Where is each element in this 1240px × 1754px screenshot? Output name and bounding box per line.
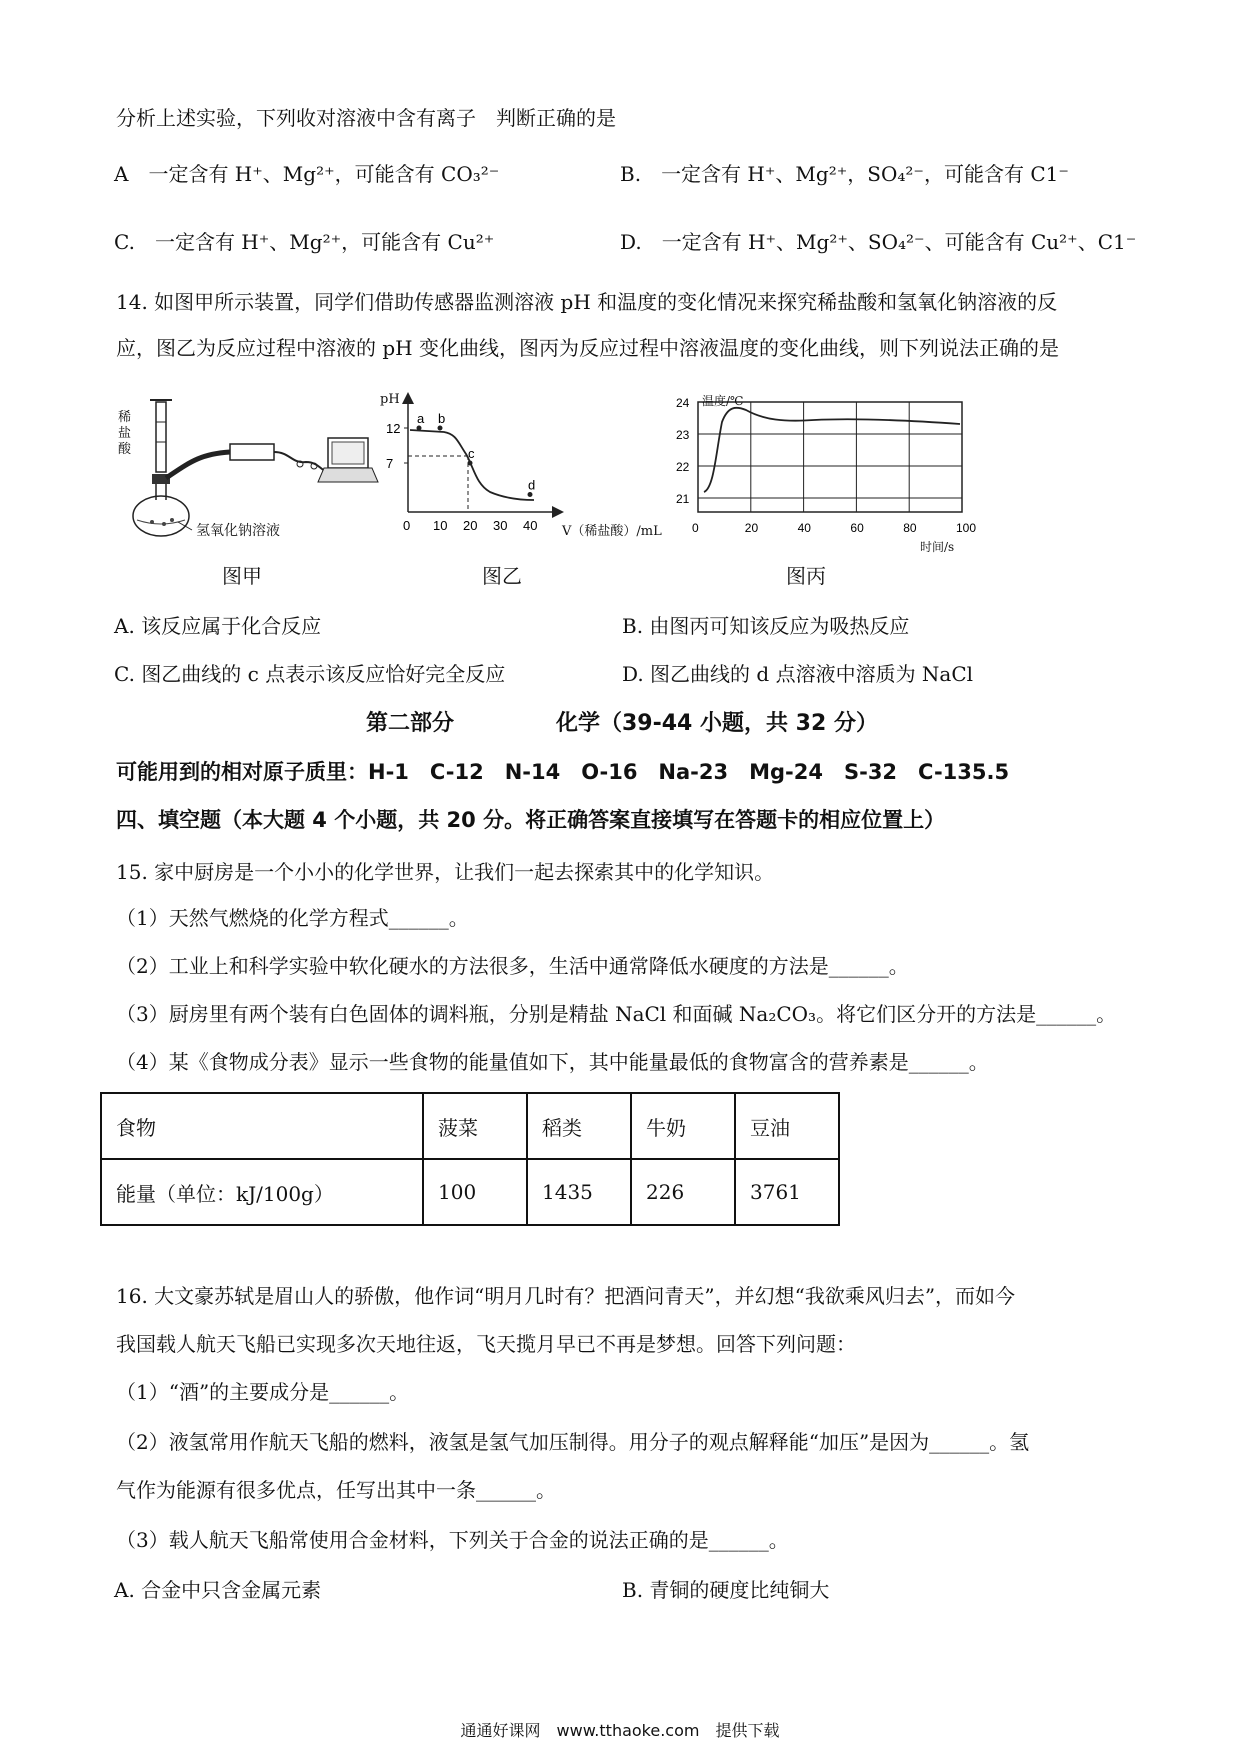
q16-stem-line2: 我国载人航天飞船已实现多次天地往返，飞天揽月早已不再是梦想。回答下列问题：	[116, 1332, 856, 1356]
part2-title-right: 化学（39-44 小题，共 32 分）	[556, 711, 878, 736]
footer-source: 通通好课网 www.tthaoke.com 提供下载	[460, 1721, 780, 1740]
q15-sub4: （4）某《食物成分表》显示一些食物的能量值如下，其中能量最低的食物富含的营养素是______。	[116, 1050, 989, 1074]
q13-option-c: C. 一定含有 H⁺、Mg²⁺，可能含有 Cu²⁺	[114, 230, 495, 254]
table-cell: 能量（单位：kJ/100g）	[101, 1159, 423, 1225]
table-cell: 食物	[101, 1093, 423, 1159]
q16-option-a: A. 合金中只含金属元素	[114, 1578, 322, 1602]
q13-option-d: D. 一定含有 H⁺、Mg²⁺、SO₄²⁻、可能含有 Cu²⁺、C1⁻	[620, 230, 1137, 254]
bing-xtick: 60	[850, 521, 864, 535]
q14-stem-line2: 应，图乙为反应过程中溶液的 pH 变化曲线，图丙为反应过程中溶液温度的变化曲线，则下列说法正确的是	[116, 336, 1059, 360]
q16-stem-line1: 16. 大文豪苏轼是眉山人的骄傲，他作词“明月几时有？把酒问青天”，并幻想“我欲乘风归去”，而如今	[116, 1284, 1016, 1308]
yi-ytick: 12	[386, 421, 401, 436]
caption-bing: 图丙	[786, 564, 826, 588]
bing-temperature-curve	[704, 408, 960, 492]
q13-stem: 分析上述实验，下列收对溶液中含有离子 判断正确的是	[116, 106, 616, 130]
caption-yi: 图乙	[482, 564, 522, 588]
table-cell: 1435	[527, 1159, 631, 1225]
section4-heading: 四、填空题（本大题 4 个小题，共 20 分。将正确答案直接填写在答题卡的相应位置上）	[116, 808, 946, 832]
yi-ytick: 7	[386, 456, 394, 471]
yi-point-label: d	[528, 477, 536, 493]
bing-xlabel-text: 时间/s	[920, 540, 955, 554]
yi-xlabel-text: V（稀盐酸）/mL	[562, 524, 662, 539]
q16-option-b: B. 青铜的硬度比纯铜大	[622, 1578, 830, 1602]
bing-xtick: 80	[903, 521, 917, 535]
yi-xtick: 30	[493, 518, 508, 533]
bing-xtick: 40	[797, 521, 811, 535]
yi-point-label: a	[417, 411, 425, 426]
figure-jia-apparatus	[120, 392, 380, 540]
table-cell: 豆油	[735, 1093, 839, 1159]
yi-ylabel-text: pH	[380, 392, 400, 407]
bing-xtick: 100	[956, 521, 977, 535]
label-base-text: 氢氧化钠溶液	[196, 523, 280, 539]
yi-point-label: c	[468, 446, 475, 461]
table-cell: 稻类	[527, 1093, 631, 1159]
table-cell: 菠菜	[423, 1093, 527, 1159]
table-cell: 3761	[735, 1159, 839, 1225]
q16-sub1: （1）“酒”的主要成分是______。	[116, 1380, 410, 1404]
table-cell: 226	[631, 1159, 735, 1225]
yi-ph-curve	[410, 430, 534, 500]
bing-ytick: 24	[676, 396, 690, 410]
yi-point-c	[468, 461, 473, 466]
bing-xtick: 0	[692, 521, 699, 535]
atomic-mass-line: 可能用到的相对原子质里：H-1 C-12 N-14 O-16 Na-23 Mg-24 S-32 C-135.5	[116, 760, 1010, 784]
food-energy-table	[100, 1092, 840, 1226]
q14-option-b: B. 由图丙可知该反应为吸热反应	[622, 614, 910, 638]
yi-xtick: 20	[463, 518, 478, 533]
yi-xtick: 40	[523, 518, 538, 533]
bing-ytick: 23	[676, 428, 690, 442]
q15-stem: 15. 家中厨房是一个小小的化学世界，让我们一起去探索其中的化学知识。	[116, 860, 775, 884]
q16-sub2-line2: 气作为能源有很多优点，任写出其中一条______。	[116, 1478, 556, 1502]
q13-option-a: A 一定含有 H⁺、Mg²⁺，可能含有 CO₃²⁻	[114, 162, 500, 186]
caption-jia: 图甲	[222, 564, 262, 588]
bing-ytick: 21	[676, 492, 690, 506]
bing-ytick: 22	[676, 460, 690, 474]
yi-point-label: b	[438, 411, 446, 426]
q16-sub2-line1: （2）液氢常用作航天飞船的燃料，液氢是氢气加压制得。用分子的观点解释能“加压”是因为______。氢	[116, 1430, 1030, 1454]
table-row	[101, 1159, 839, 1225]
yi-point-a	[417, 426, 422, 431]
table-cell: 100	[423, 1159, 527, 1225]
q15-sub2: （2）工业上和科学实验中软化硬水的方法很多，生活中通常降低水硬度的方法是______。	[116, 954, 909, 978]
q14-stem-line1: 14. 如图甲所示装置，同学们借助传感器监测溶液 pH 和温度的变化情况来探究稀盐酸和氢氧化钠溶液的反	[116, 290, 1058, 314]
yi-point-b	[438, 426, 443, 431]
q13-option-b: B. 一定含有 H⁺、Mg²⁺，SO₄²⁻，可能含有 C1⁻	[620, 162, 1069, 186]
q16-sub3: （3）载人航天飞船常使用合金材料，下列关于合金的说法正确的是______。	[116, 1528, 789, 1552]
yi-xtick: 10	[433, 518, 448, 533]
q15-sub3: （3）厨房里有两个装有白色固体的调料瓶，分别是精盐 NaCl 和面碱 Na₂CO₃。将它们区分开的方法是______。	[116, 1002, 1117, 1026]
q14-option-d: D. 图乙曲线的 d 点溶液中溶质为 NaCl	[622, 662, 974, 686]
figure-yi-ph-chart	[378, 392, 660, 540]
part2-title-left: 第二部分	[366, 711, 455, 736]
q15-sub1: （1）天然气燃烧的化学方程式______。	[116, 906, 469, 930]
q14-option-c: C. 图乙曲线的 c 点表示该反应恰好完全反应	[114, 662, 506, 686]
yi-xtick: 0	[403, 518, 411, 533]
table-cell: 牛奶	[631, 1093, 735, 1159]
table-row	[101, 1093, 839, 1159]
bing-ylabel-text: 温度/℃	[702, 394, 744, 408]
bing-xtick: 20	[744, 521, 759, 535]
label-acid-text: 稀盐酸	[118, 410, 132, 457]
q14-option-a: A. 该反应属于化合反应	[114, 614, 322, 638]
yi-point-d	[528, 492, 533, 497]
figure-bing-temperature-chart	[674, 392, 977, 552]
